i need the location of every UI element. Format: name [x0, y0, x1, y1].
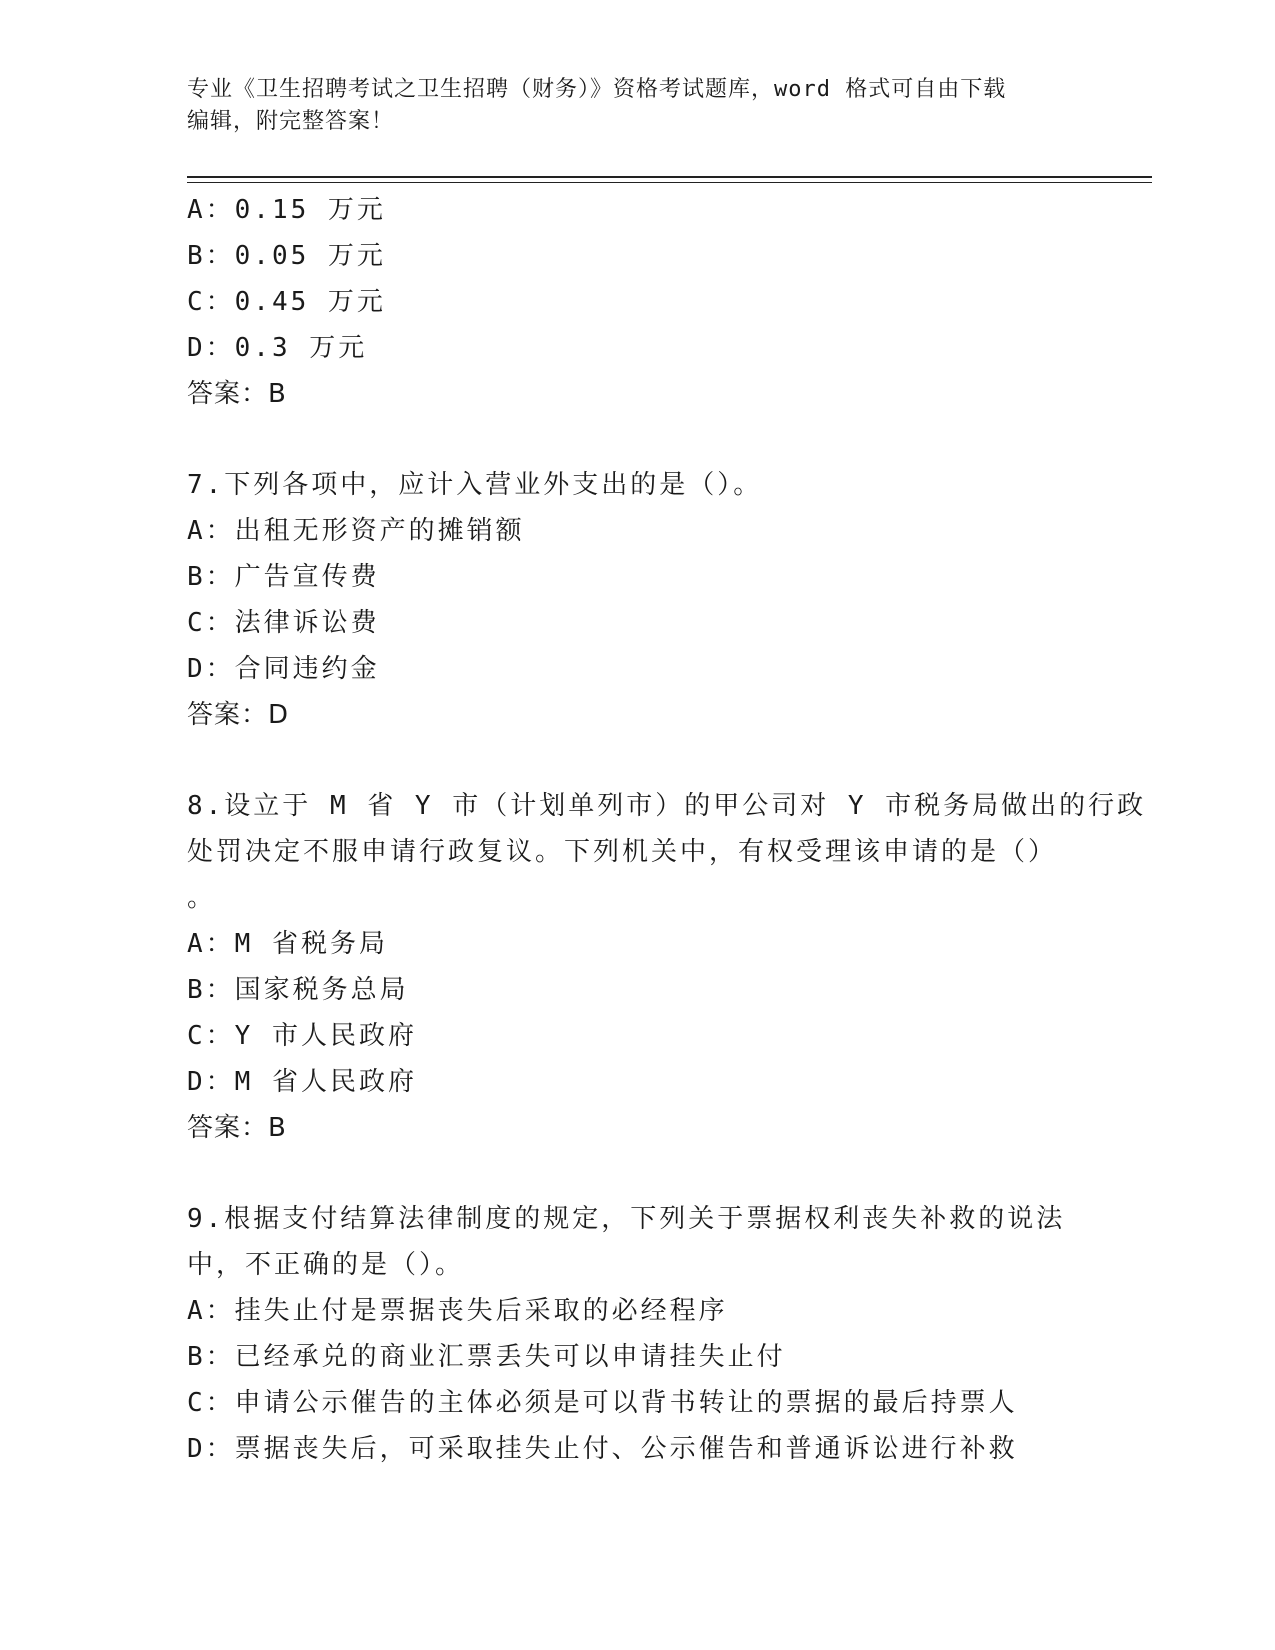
option-a: A：0.15 万元: [187, 195, 386, 225]
question-6: [187, 187, 1087, 417]
document-header: [187, 74, 1087, 138]
answer: 答案：B: [187, 379, 287, 409]
question-stem-line-2: 处罚决定不服申请行政复议。下列机关中，有权受理该申请的是（）: [187, 837, 1058, 867]
option-c: C：Y 市人民政府: [187, 1021, 417, 1051]
option-d: D：M 省人民政府: [187, 1067, 417, 1097]
option-a: A：挂失止付是票据丧失后采取的必经程序: [187, 1296, 728, 1326]
option-d: D：票据丧失后，可采取挂失止付、公示催告和普通诉讼进行补救: [187, 1434, 1018, 1464]
option-b: B：已经承兑的商业汇票丢失可以申请挂失止付: [187, 1342, 786, 1372]
header-line-1: 专业《卫生招聘考试之卫生招聘（财务）》资格考试题库，word 格式可自由下载: [187, 77, 1007, 102]
header-divider-thin: [187, 182, 1152, 183]
header-line-2: 编辑，附完整答案！: [187, 109, 395, 134]
option-c: C：申请公示催告的主体必须是可以背书转让的票据的最后持票人: [187, 1388, 1018, 1418]
question-stem-line-2: 中，不正确的是（）。: [187, 1250, 465, 1280]
option-d: D：合同违约金: [187, 654, 380, 684]
option-b: B：国家税务总局: [187, 975, 409, 1005]
option-c: C：0.45 万元: [187, 287, 386, 317]
question-stem-line-1: 9.根据支付结算法律制度的规定，下列关于票据权利丧失补救的说法: [187, 1204, 1066, 1234]
option-a: A：出租无形资产的摊销额: [187, 516, 525, 546]
question-list: [187, 187, 1147, 1472]
option-b: B：0.05 万元: [187, 241, 386, 271]
option-d: D：0.3 万元: [187, 333, 368, 363]
question-8: [187, 783, 1147, 1151]
question-stem-line-1: 8.设立于 M 省 Y 市（计划单列市）的甲公司对 Y 市税务局做出的行政: [187, 791, 1147, 821]
question-stem: 7.下列各项中，应计入营业外支出的是（）。: [187, 470, 763, 500]
option-c: C：法律诉讼费: [187, 608, 380, 638]
question-9: [187, 1196, 1087, 1472]
question-stem-line-3: 。: [187, 883, 217, 913]
option-a: A：M 省税务局: [187, 929, 388, 959]
answer: 答案：B: [187, 1113, 287, 1143]
option-b: B：广告宣传费: [187, 562, 380, 592]
question-7: [187, 462, 1087, 738]
answer: 答案：D: [187, 700, 290, 730]
header-divider-thick: [187, 176, 1152, 178]
